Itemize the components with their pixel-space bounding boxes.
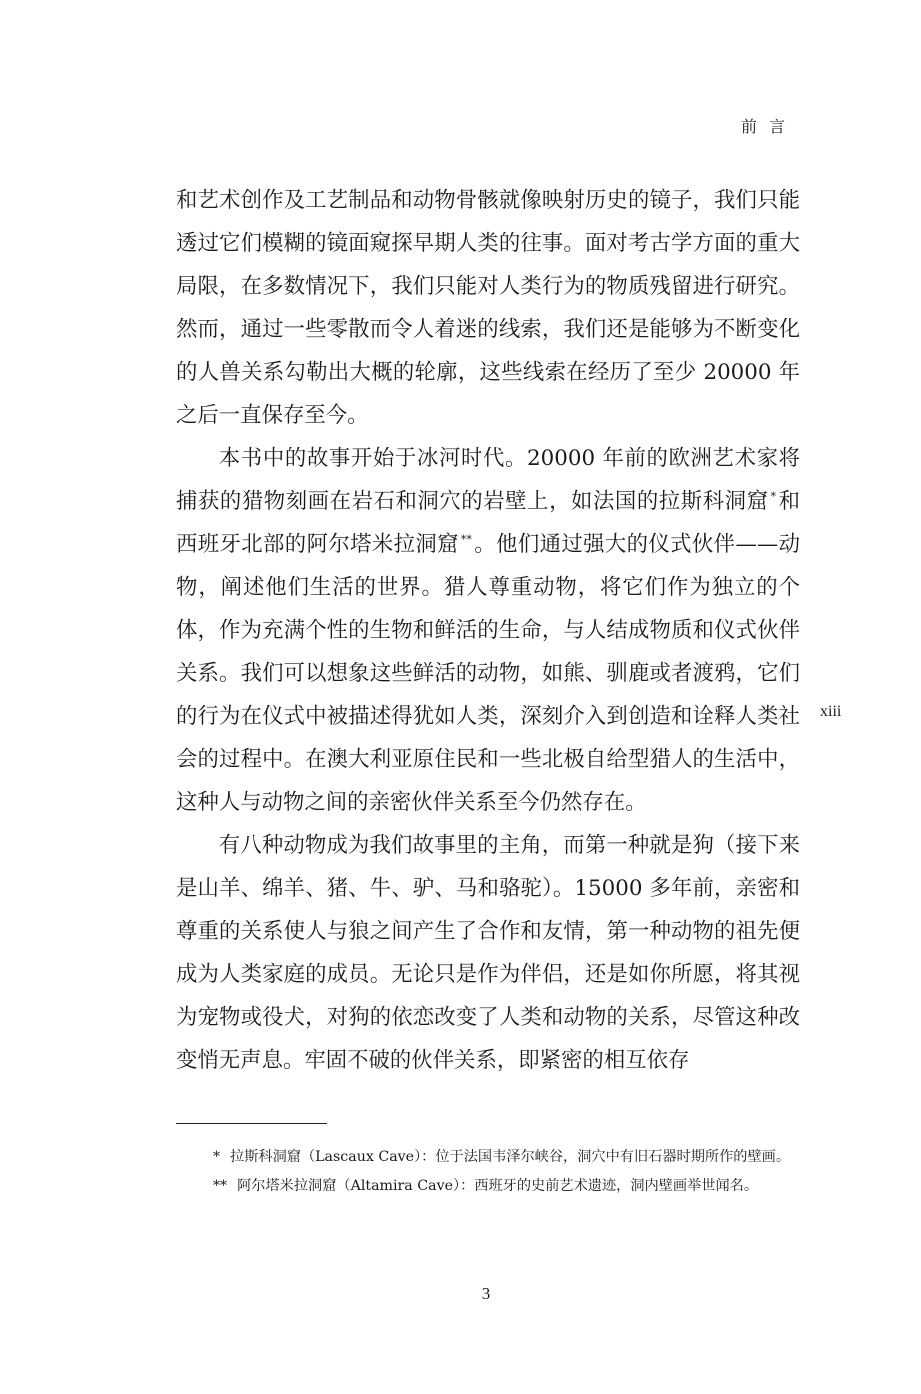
main-text — [176, 179, 800, 1082]
paragraph-text-segment: 。他们通过强大的仪式伙伴——动物，阐述他们生活的世界。猎人尊重动物，将它们作为独立的个体，作为充满个性的生物和鲜活的生命，与人结成物质和仪式伙伴关系。我们可以想象这些鲜活的动物，如熊、驯鹿或者渡鸦，它们的行为在仪式中被描述得犹如人类，深刻介入到创造和诠释人类社会的过程中。在澳大利亚原住民和一些北极自给型猎人的生活中，这种人与动物之间的亲密伙伴关系至今仍然存在。 — [176, 532, 800, 815]
paragraph-continuation: 和艺术创作及工艺制品和动物骨骸就像映射历史的镜子，我们只能透过它们模糊的镜面窥探早期人类的往事。面对考古学方面的重大局限，在多数情况下，我们只能对人类行为的物质残留进行研究。然而，通过一些零散而令人着迷的线索，我们还是能够为不断变化的人兽关系勾勒出大概的轮廓，这些线索在经历了至少 20000 年之后一直保存至今。 — [176, 188, 800, 428]
footnote-text: 拉斯科洞窟（Lascaux Cave）：位于法国韦泽尔峡谷，洞穴中有旧石器时期所作的壁画。 — [230, 1149, 791, 1165]
footnote-mark: * — [212, 1149, 220, 1165]
margin-page-reference: xiii — [820, 703, 842, 720]
footnote-reference-2[interactable]: ** — [460, 532, 472, 546]
paragraph-ice-age — [176, 437, 800, 824]
running-header: 前言 — [741, 117, 798, 136]
footnote-reference-1[interactable]: * — [770, 489, 777, 503]
paragraph-text-segment: 本书中的故事开始于冰河时代。20000 年前的欧洲艺术家将捕获的猎物刻画在岩石和洞穴的岩壁上，如法国的拉斯科洞窟 — [176, 446, 800, 514]
footnotes-section — [176, 1145, 800, 1203]
footnote-divider — [176, 1123, 327, 1124]
paragraph-eight-animals: 有八种动物成为我们故事里的主角，而第一种就是狗（接下来是山羊、绵羊、猪、牛、驴、马和骆驼）。15000 多年前，亲密和尊重的关系使人与狼之间产生了合作和友情，第一种动物的祖先便成为人类家庭的成员。无论只是作为伴侣，还是如你所愿，将其视为宠物或役犬，对狗的依恋改变了人类和动物的关系，尽管这种改变悄无声息。牢固不破的伙伴关系，即紧密的相互依存 — [176, 833, 800, 1073]
page-number: 3 — [481, 1284, 491, 1303]
footnote-mark: ** — [212, 1178, 228, 1194]
footnote-2 — [176, 1174, 800, 1199]
footnote-1 — [176, 1145, 800, 1170]
paragraph-text-segment: 和西班牙北部的阿尔塔米拉洞窟 — [176, 489, 800, 557]
footnote-text: 阿尔塔米拉洞窟（Altamira Cave）：西班牙的史前艺术遗迹，洞内壁画举世闻名。 — [237, 1178, 759, 1194]
